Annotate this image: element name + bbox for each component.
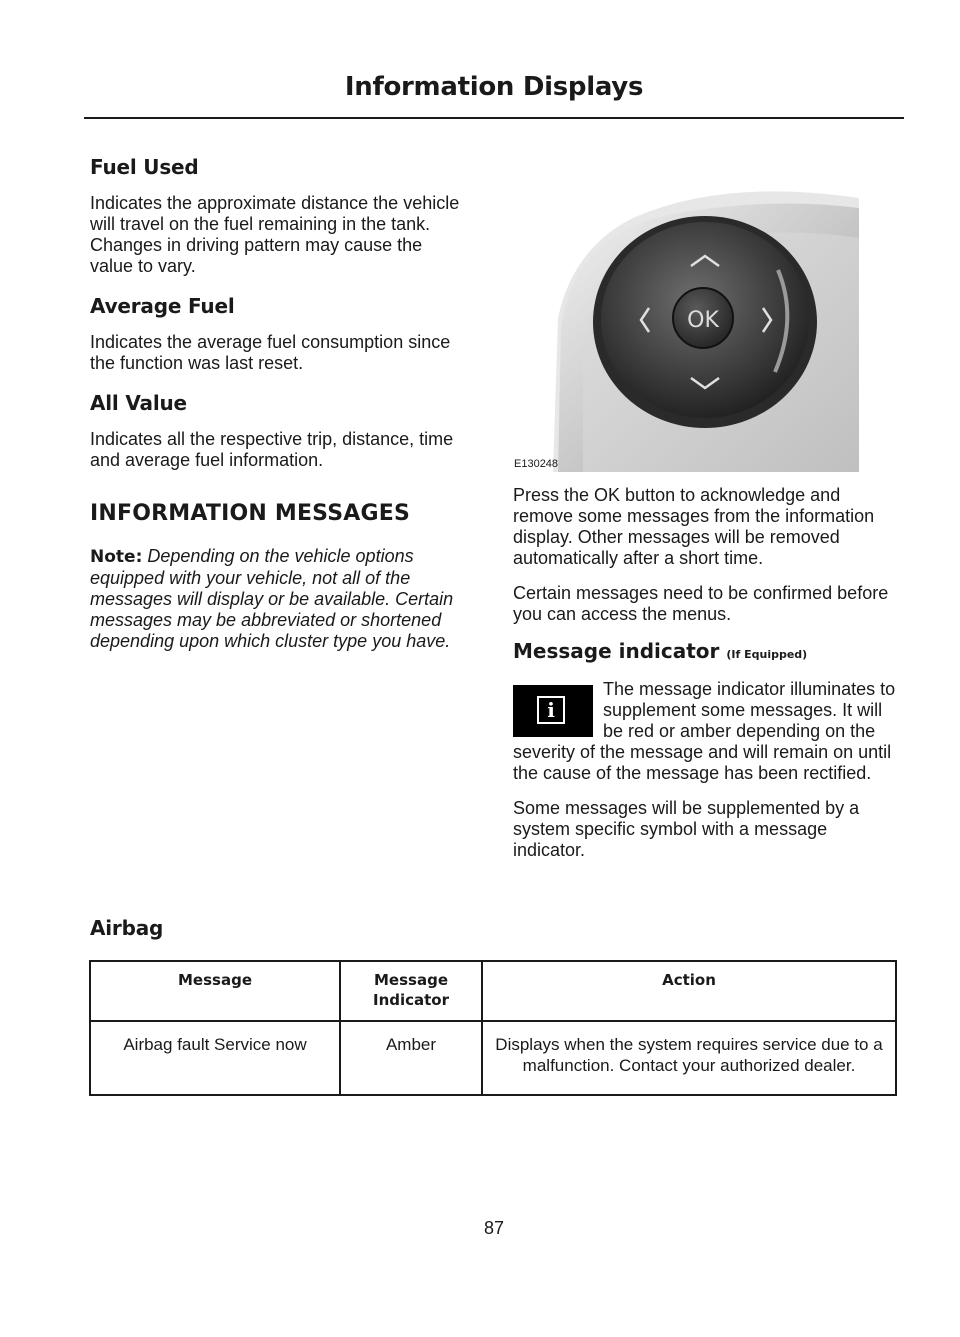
message-indicator-block bbox=[513, 679, 899, 784]
right-column bbox=[513, 485, 899, 875]
message-indicator-heading-text: Message indicator bbox=[513, 639, 720, 663]
left-column bbox=[90, 155, 470, 669]
message-indicator-text: The message indicator illuminates to supplement some messages. It will be red or amber depending on the severity of the message and will remain on until the cause of the message has been rectified. bbox=[513, 679, 896, 783]
note bbox=[90, 546, 470, 652]
all-value-text: Indicates all the respective trip, distance, time and average fuel information. bbox=[90, 429, 454, 470]
ok-button-label: OK bbox=[687, 308, 719, 333]
ok-button-text: Press the OK button to acknowledge and remove some messages from the information display. Other messages will be removed automatically after a short time. bbox=[513, 485, 875, 568]
note-label: Note: bbox=[90, 547, 143, 567]
header-rule bbox=[84, 117, 904, 119]
message-cell: Airbag fault Service now bbox=[90, 1021, 340, 1095]
airbag-messages-table bbox=[89, 960, 897, 1096]
all-value-heading: All Value bbox=[90, 391, 187, 415]
figure-code: E130248 bbox=[514, 458, 559, 470]
action-cell: Displays when the system requires service due to a malfunction. Contact your authorized dealer. bbox=[482, 1021, 896, 1095]
symbol-text: Some messages will be supplemented by a system specific symbol with a message indicator. bbox=[513, 798, 860, 860]
column-header-action: Action bbox=[482, 961, 896, 1021]
information-messages-heading: INFORMATION MESSAGES bbox=[90, 501, 411, 526]
fuel-used-heading: Fuel Used bbox=[90, 155, 199, 179]
column-header-message: Message bbox=[90, 961, 340, 1021]
page-header-title: Information Displays bbox=[344, 72, 644, 102]
average-fuel-text: Indicates the average fuel consumption since the function was last reset. bbox=[90, 332, 451, 373]
fuel-used-text: Indicates the approximate distance the vehicle will travel on the fuel remaining in the tank. Changes in driving pattern may cause the value to vary. bbox=[90, 193, 460, 276]
column-header-message-indicator: Message Indicator bbox=[340, 961, 482, 1021]
note-text: Depending on the vehicle options equipped with your vehicle, not all of the messages will display or be available. Certain messages may be abbreviated or shortened depending upon which cluster type you have. bbox=[90, 546, 454, 651]
message-indicator-heading bbox=[513, 639, 899, 663]
table-row bbox=[90, 1021, 896, 1095]
average-fuel-heading: Average Fuel bbox=[90, 294, 235, 318]
page-number: 87 bbox=[483, 1218, 505, 1238]
table-header-row bbox=[90, 961, 896, 1021]
if-equipped-label: (If Equipped) bbox=[726, 648, 808, 661]
confirm-text: Certain messages need to be confirmed before you can access the menus. bbox=[513, 583, 889, 624]
message-indicator-icon bbox=[513, 685, 593, 737]
steering-wheel-ok-button-photo bbox=[513, 158, 859, 472]
message-indicator-cell: Amber bbox=[340, 1021, 482, 1095]
airbag-heading: Airbag bbox=[90, 916, 164, 940]
info-icon: i bbox=[537, 696, 565, 724]
